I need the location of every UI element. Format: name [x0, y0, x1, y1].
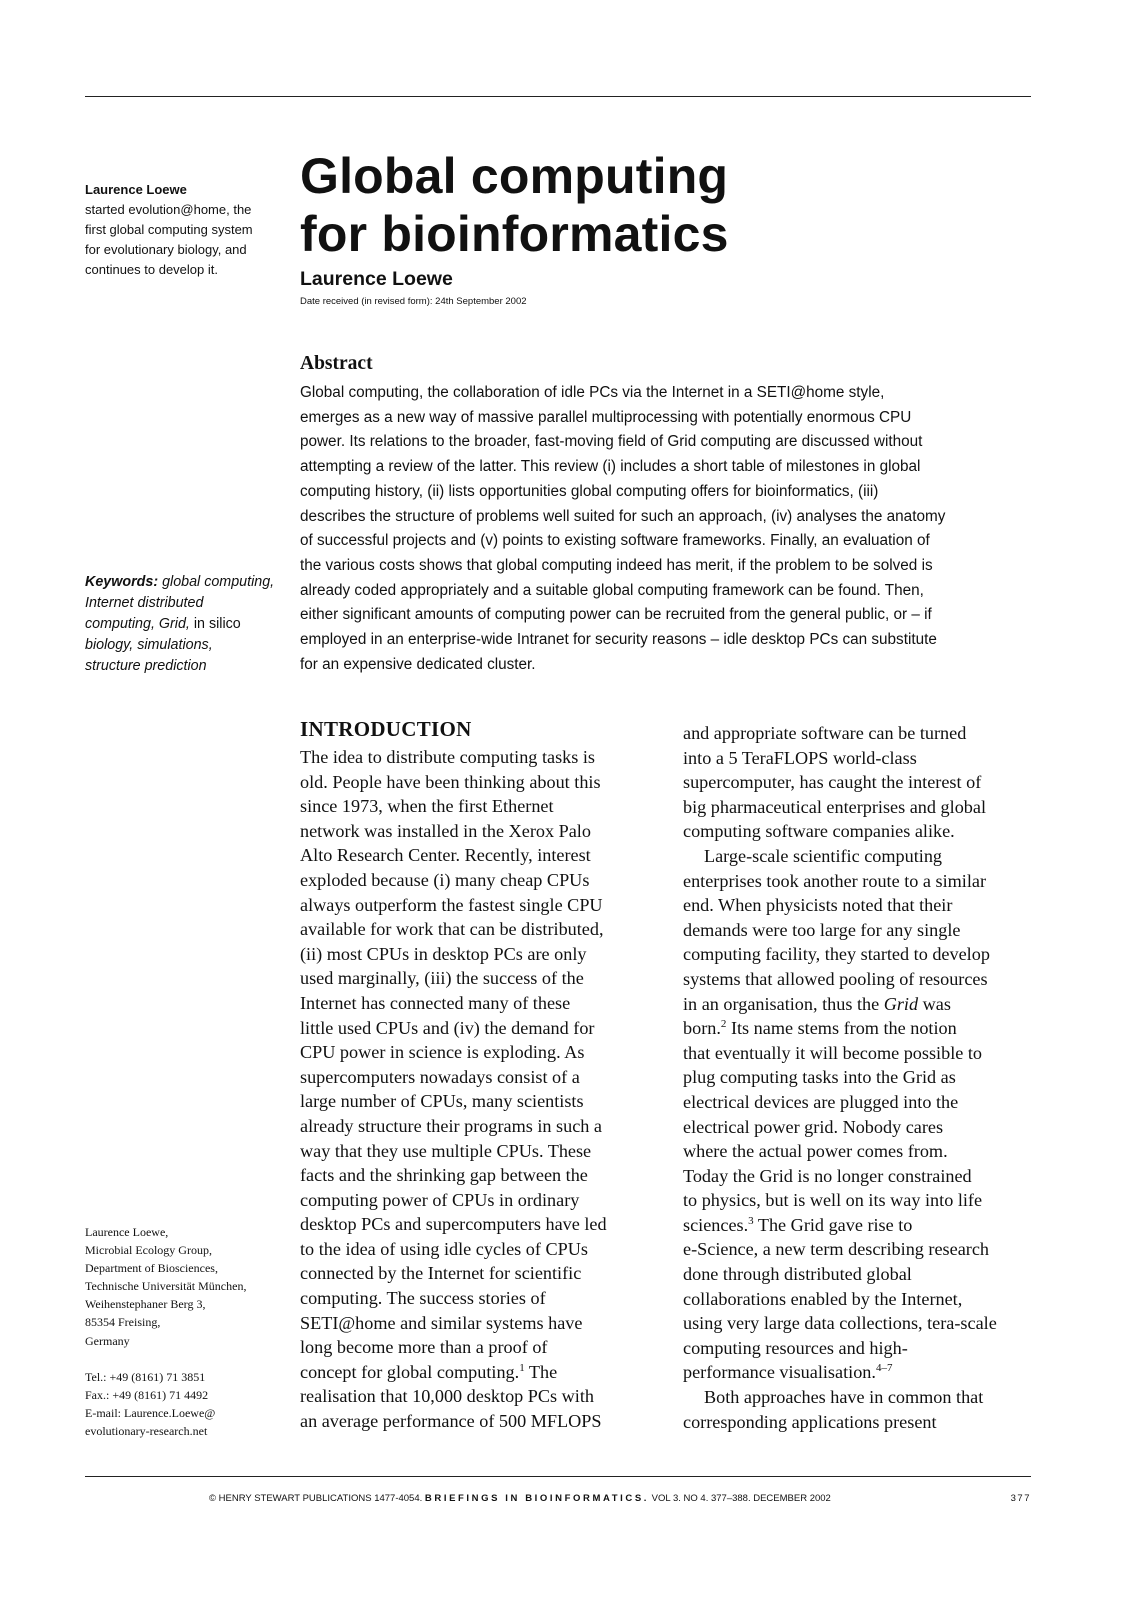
body-line: enterprises took another route to a similar	[683, 870, 987, 891]
body-line: computing resources and high-	[683, 1337, 908, 1358]
page-number: 377	[1010, 1493, 1031, 1504]
abstract-line: employed in an enterprise-wide Intranet for security reasons – idle desktop PCs can substitute	[300, 631, 937, 649]
contact-line: Tel.: +49 (8161) 71 3851	[85, 1369, 206, 1384]
address-line: Laurence Loewe,	[85, 1225, 169, 1239]
body-line: since 1973, when the first Ethernet	[300, 796, 554, 817]
body-line: Alto Research Center. Recently, interest	[300, 845, 591, 866]
body-line: to the idea of using idle cycles of CPUs	[300, 1238, 588, 1259]
keyword-line: biology, simulations,	[85, 637, 213, 653]
ref-superscript: 4–7	[875, 1362, 893, 1375]
address-line: Microbial Ecology Group,	[85, 1243, 212, 1258]
keywords-label: Keywords:	[85, 574, 159, 590]
address-line: Department of Biosciences,	[85, 1261, 218, 1276]
abstract-line: attempting a review of the latter. This review (i) includes a short table of milestones in global	[300, 458, 921, 476]
body-line: plug computing tasks into the Grid as	[683, 1067, 956, 1088]
abstract-line: describes the structure of problems well suited for such an approach, (iv) analyses the anatomy	[300, 507, 946, 525]
bio-line: continues to develop it.	[85, 262, 218, 277]
body-line: e-Science, a new term describing research	[683, 1239, 989, 1260]
body-line: end. When physicists noted that their	[683, 895, 953, 916]
body-line: computing software companies alike.	[683, 821, 955, 842]
body-line: CPU power in science is exploding. As	[300, 1042, 585, 1063]
footer-copyright: © HENRY STEWART PUBLICATIONS 1477-4054.	[209, 1493, 423, 1504]
body-line: realisation that 10,000 desktop PCs with	[300, 1386, 595, 1407]
keyword-line: Internet distributed	[85, 595, 204, 611]
abstract-line: either significant amounts of computing power can be recruited from the general public, or – if	[300, 606, 932, 624]
contact-line: E-mail: Laurence.Loewe@	[85, 1405, 216, 1420]
body-line: collaborations enabled by the Internet,	[683, 1288, 963, 1309]
body-line: exploded because (i) many cheap CPUs	[300, 869, 590, 890]
body-line: computing power of CPUs in ordinary	[300, 1189, 580, 1210]
ref-superscript: 2	[720, 1018, 727, 1031]
keyword-line: structure prediction	[85, 658, 207, 674]
abstract-line: computing history, (ii) lists opportunities global computing offers for bioinformatics, (iii)	[300, 482, 879, 500]
ref-superscript: 1	[519, 1361, 525, 1374]
body-line: desktop PCs and supercomputers have led	[300, 1214, 607, 1235]
body-line: The idea to distribute computing tasks is	[300, 747, 595, 767]
body-line: used marginally, (iii) the success of the	[300, 968, 584, 989]
footer-volume: VOL 3. NO 4. 377–388. DECEMBER 2002	[651, 1493, 831, 1504]
body-line: supercomputer, has caught the interest of	[683, 772, 982, 793]
body-line: little used CPUs and (iv) the demand for	[300, 1017, 595, 1038]
address-line: Technische Universität München,	[85, 1279, 247, 1294]
abstract-line: power. Its relations to the broader, fast-moving field of Grid computing are discussed without	[300, 433, 923, 451]
body-line-grid: in an organisation, thus the Grid was	[683, 993, 951, 1014]
abstract-body	[300, 381, 1033, 677]
body-line: where the actual power comes from.	[683, 1141, 948, 1162]
article-author: Laurence Loewe	[300, 268, 453, 290]
body-line: already structure their programs in such a	[300, 1115, 603, 1136]
body-line: (ii) most CPUs in desktop PCs are only	[300, 943, 587, 964]
body-line: available for work that can be distributed,	[300, 919, 604, 940]
title-line: for bioinformatics	[300, 206, 729, 262]
address-line: Weihenstephaner Berg 3,	[85, 1297, 206, 1312]
body-line-with-ref: born.$^2$ Its name stems from the notion	[683, 1018, 957, 1039]
body-line: big pharmaceutical enterprises and global	[683, 796, 987, 817]
body-line: always outperform the fastest single CPU	[300, 894, 603, 915]
body-line: into a 5 TeraFLOPS world-class	[683, 747, 917, 768]
body-line: and appropriate software can be turned	[683, 723, 967, 743]
date-received: Date received (in revised form): 24th September 2002	[300, 296, 527, 307]
body-line: to physics, but is well on its way into life	[683, 1190, 983, 1211]
abstract-line: for an expensive dedicated cluster.	[300, 655, 536, 673]
footer-journal: BRIEFINGS IN BIOINFORMATICS.	[424, 1493, 650, 1504]
abstract-line: of successful projects and (v) points to existing software frameworks. Finally, an evaluation of	[300, 532, 930, 550]
keyword-line-upright: in silico	[189, 616, 241, 632]
bio-line: first global computing system	[85, 222, 253, 237]
body-line: old. People have been thinking about this	[300, 771, 601, 792]
body-line-with-ref: concept for global computing.$^1$ The	[300, 1361, 558, 1382]
keyword-line: global computing,	[162, 574, 275, 590]
bio-name: Laurence Loewe	[85, 182, 187, 197]
body-column-1	[300, 745, 650, 1434]
author-address	[85, 1223, 285, 1440]
body-line: an average performance of 500 MFLOPS	[300, 1411, 602, 1432]
body-line: corresponding applications present	[683, 1411, 937, 1432]
title-line: Global computing	[300, 148, 729, 204]
abstract-line: already coded appropriately and a suitable global computing framework can be found. Then,	[300, 581, 924, 599]
body-line: Large-scale scientific computing	[704, 845, 943, 866]
address-line: Germany	[85, 1333, 130, 1348]
body-line: using very large data collections, tera-scale	[683, 1313, 997, 1334]
contact-line: evolutionary-research.net	[85, 1423, 208, 1438]
abstract-heading: Abstract	[300, 353, 373, 374]
body-line-with-ref: sciences.$^3$ The Grid gave rise to	[683, 1214, 913, 1235]
body-line: that eventually it will become possible to	[683, 1042, 983, 1063]
body-line: Internet has connected many of these	[300, 992, 571, 1013]
body-line: done through distributed global	[683, 1264, 912, 1285]
body-line: computing facility, they started to develop	[683, 944, 990, 965]
body-line: Both approaches have in common that	[704, 1387, 984, 1408]
body-line: large number of CPUs, many scientists	[300, 1091, 584, 1112]
body-line: network was installed in the Xerox Palo	[300, 820, 591, 841]
abstract-line: emerges as a new way of massive parallel multiprocessing with potentially enormous CPU	[300, 408, 912, 426]
contact-line: Fax.: +49 (8161) 71 4492	[85, 1387, 209, 1402]
body-column-2	[683, 721, 1033, 1434]
body-line: long become more than a proof of	[300, 1337, 548, 1358]
author-bio	[85, 180, 285, 280]
body-line: facts and the shrinking gap between the	[300, 1165, 588, 1186]
address-line: 85354 Freising,	[85, 1315, 161, 1330]
body-line: way that they use multiple CPUs. These	[300, 1140, 592, 1161]
body-line: computing. The success stories of	[300, 1288, 546, 1309]
keyword-line: computing, Grid,	[85, 616, 190, 632]
article-title	[300, 147, 729, 263]
body-line: SETI@home and similar systems have	[300, 1312, 583, 1333]
section-heading-introduction: INTRODUCTION	[300, 717, 472, 741]
footer-rule	[85, 1476, 1031, 1477]
header-rule	[85, 96, 1031, 97]
body-line: supercomputers nowadays consist of a	[300, 1066, 580, 1087]
body-line: Today the Grid is no longer constrained	[683, 1165, 972, 1186]
ref-superscript: 3	[748, 1214, 754, 1227]
body-line: demands were too large for any single	[683, 919, 961, 940]
bio-line: for evolutionary biology, and	[85, 242, 247, 257]
body-line: connected by the Internet for scientific	[300, 1263, 582, 1284]
keywords	[85, 572, 285, 677]
body-line: systems that allowed pooling of resources	[683, 968, 988, 989]
body-line: electrical devices are plugged into the	[683, 1091, 959, 1112]
bio-line: started evolution@home, the	[85, 202, 252, 217]
body-line: electrical power grid. Nobody cares	[683, 1116, 944, 1137]
body-line-with-ref: performance visualisation.$^{4-7}$	[683, 1362, 893, 1383]
abstract-line: the various costs shows that global computing indeed has merit, if the problem to be solved is	[300, 556, 933, 574]
abstract-line: Global computing, the collaboration of idle PCs via the Internet in a SETI@home style,	[300, 384, 885, 401]
